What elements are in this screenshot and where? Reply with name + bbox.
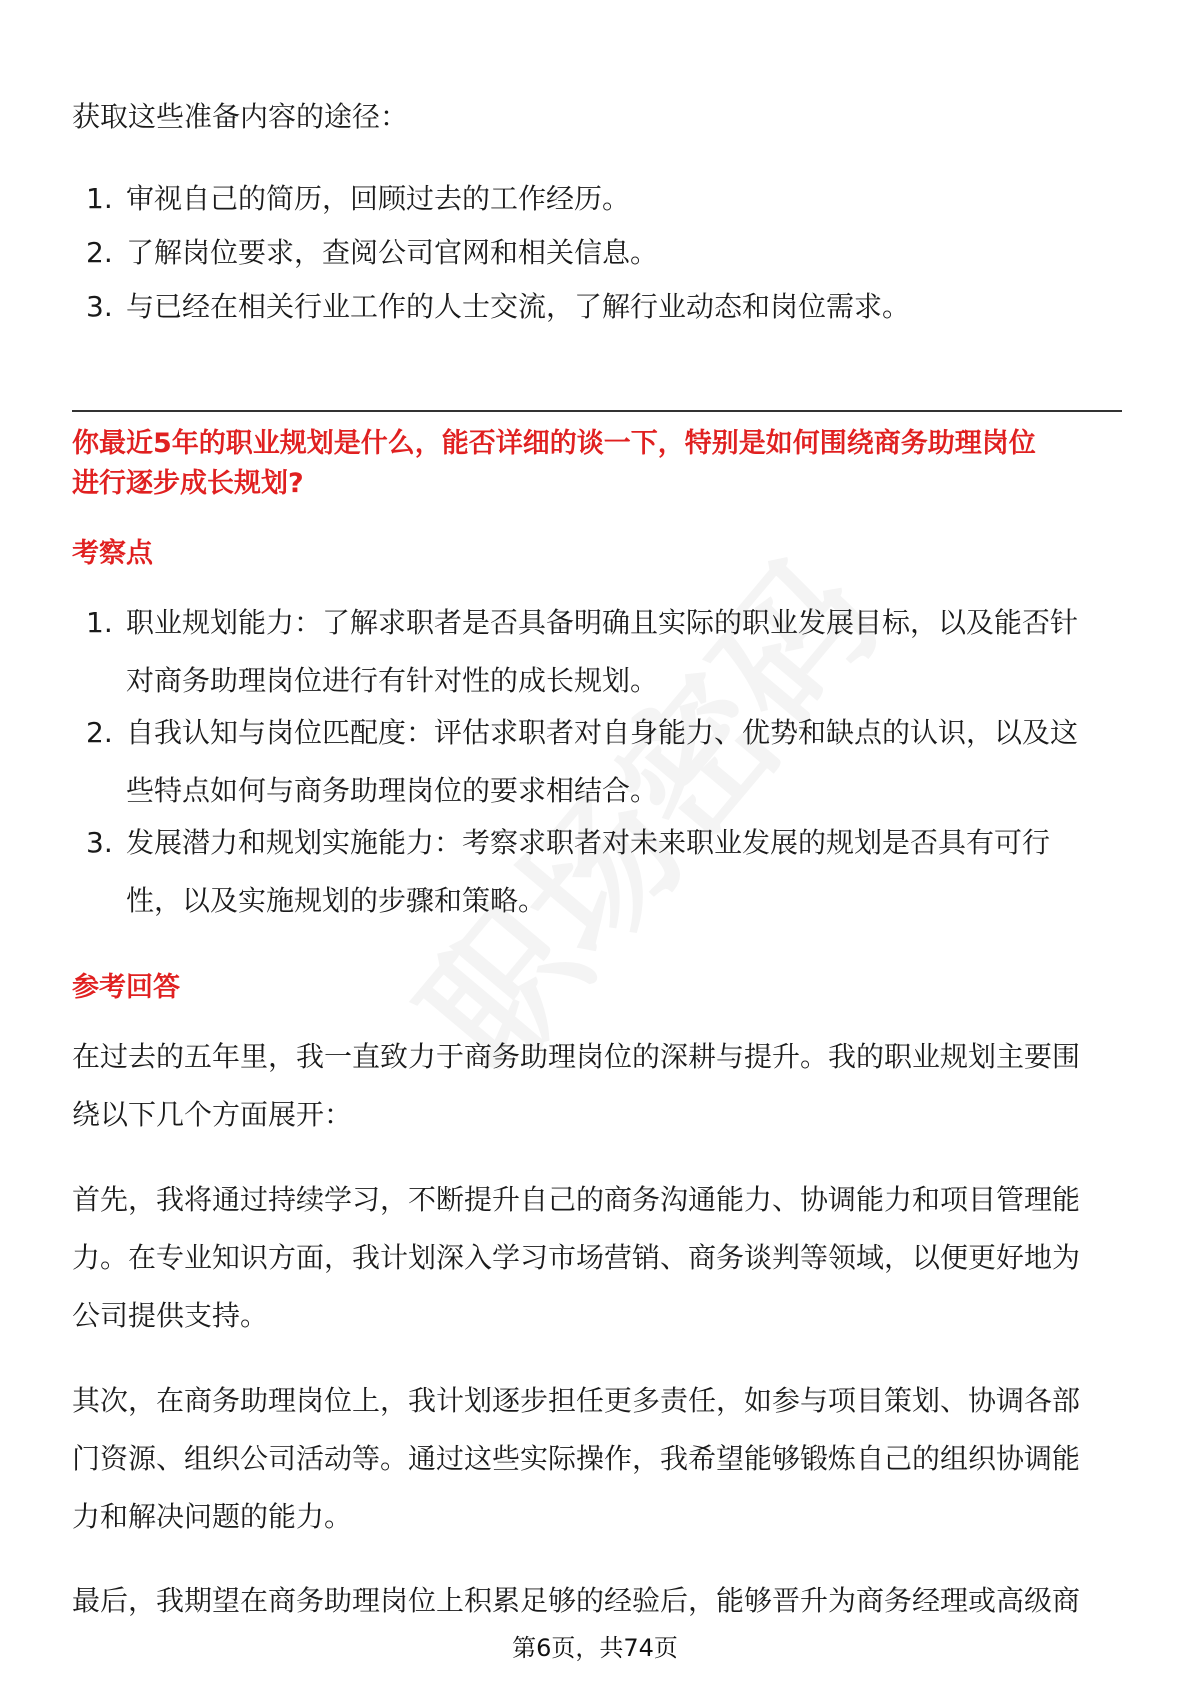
paragraph-line: 在过去的五年里，我一直致力于商务助理岗位的深耕与提升。我的职业规划主要围: [72, 1040, 1081, 1073]
list-item: [72, 278, 1122, 336]
paragraph-line: 其次，在商务助理岗位上，我计划逐步担任更多责任，如参与项目策划、协调各部: [72, 1384, 1081, 1417]
reference-answer-heading: 参考回答: [72, 972, 180, 1003]
answer-paragraph: [72, 1028, 1122, 1144]
paragraph-line: 门资源、组织公司活动等。通过这些实际操作，我希望能够锻炼自己的组织协调能: [72, 1442, 1081, 1475]
list-number: 2.: [86, 716, 113, 749]
list-item: [72, 704, 1122, 820]
section-divider: [72, 410, 1122, 412]
list-item-line: 职业规划能力：了解求职者是否具备明确且实际的职业发展目标，以及能否针: [126, 606, 1079, 639]
list-number: 2.: [86, 236, 113, 269]
list-item: [72, 594, 1122, 710]
list-item: [72, 814, 1122, 930]
list-number: 1.: [86, 182, 113, 215]
paragraph-line: 首先，我将通过持续学习，不断提升自己的商务沟通能力、协调能力和项目管理能: [72, 1183, 1081, 1216]
list-item-line: 对商务助理岗位进行有针对性的成长规划。: [126, 664, 659, 697]
exam-points-list: [72, 594, 1122, 930]
list-item-line: 发展潜力和规划实施能力：考察求职者对未来职业发展的规划是否具有可行: [126, 826, 1051, 859]
list-number: 3.: [86, 290, 113, 323]
list-item-line: 性，以及实施规划的步骤和策略。: [126, 884, 547, 917]
list-number: 1.: [86, 606, 113, 639]
paragraph-line: 力和解决问题的能力。: [72, 1500, 353, 1533]
list-number: 3.: [86, 826, 113, 859]
list-item-line: 自我认知与岗位匹配度：评估求职者对自身能力、优势和缺点的认识，以及这: [126, 716, 1079, 749]
paragraph-line: 公司提供支持。: [72, 1299, 269, 1332]
list-item: [72, 170, 1122, 228]
list-item: [72, 224, 1122, 282]
answer-paragraph: [72, 1372, 1122, 1546]
list-item-text: 与已经在相关行业工作的人士交流，了解行业动态和岗位需求。: [126, 290, 911, 323]
list-item-text: 审视自己的简历，回顾过去的工作经历。: [126, 182, 631, 215]
prep-list: [72, 170, 1122, 336]
exam-points-heading: 考察点: [72, 538, 153, 569]
question-line: 进行逐步成长规划?: [72, 468, 304, 499]
answer-paragraph: [72, 1572, 1122, 1630]
list-item-text: 了解岗位要求，查阅公司官网和相关信息。: [126, 236, 659, 269]
page-footer: 第6页，共74页: [512, 1634, 678, 1662]
paragraph-line: 最后，我期望在商务助理岗位上积累足够的经验后，能够晋升为商务经理或高级商: [72, 1584, 1081, 1617]
list-item-line: 些特点如何与商务助理岗位的要求相结合。: [126, 774, 659, 807]
paragraph-line: 绕以下几个方面展开：: [72, 1098, 353, 1131]
answer-paragraph: [72, 1171, 1122, 1345]
question-heading: [72, 424, 1122, 504]
intro-text: 获取这些准备内容的途径：: [72, 100, 409, 133]
question-line: 你最近5年的职业规划是什么，能否详细的谈一下，特别是如何围绕商务助理岗位: [72, 428, 1036, 459]
paragraph-line: 力。在专业知识方面，我计划深入学习市场营销、商务谈判等领域，以便更好地为: [72, 1241, 1081, 1274]
